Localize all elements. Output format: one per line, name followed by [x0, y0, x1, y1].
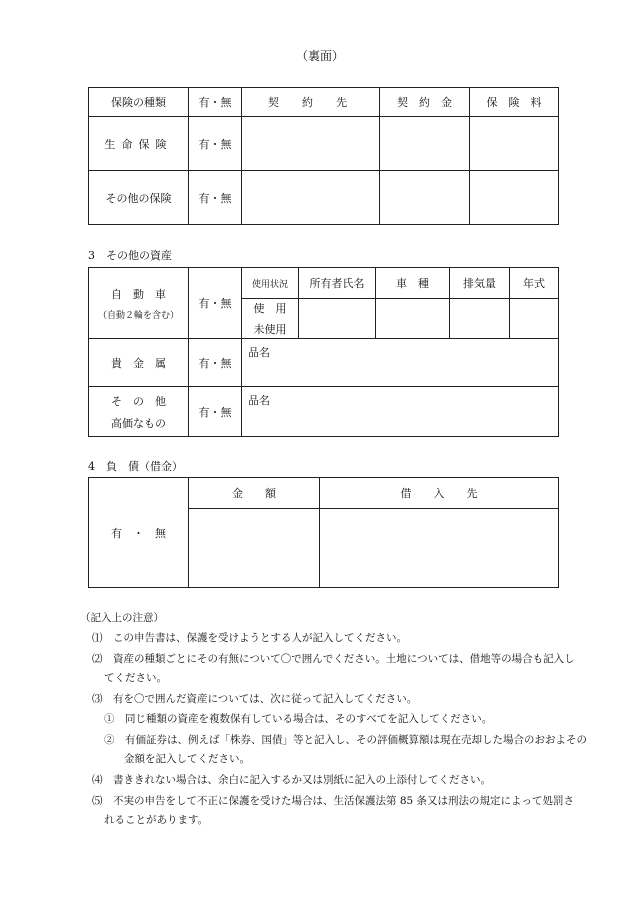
insurance-contractor-life[interactable] [242, 117, 380, 171]
car-owner-value[interactable] [299, 299, 376, 339]
metal-item-label: 品名 [248, 346, 270, 359]
car-header-displacement: 排気量 [450, 268, 510, 299]
notes-title: （記入上の注意） [80, 612, 164, 624]
other-item-cell[interactable] [242, 387, 559, 437]
car-usage-used[interactable]: 使 用 [253, 302, 287, 315]
insurance-type-other: その他の保険 [89, 171, 189, 225]
car-usage-cell [242, 299, 299, 339]
note-2-line1: ⑵ 資産の種類ごとにその有無について〇で囲んでください。土地については、借地等の場合も記入し [92, 653, 575, 665]
insurance-premium-life[interactable] [470, 117, 559, 171]
note-4: ⑷ 書ききれない場合は、余白に記入するか又は別紙に記入の上添付してください。 [92, 774, 491, 786]
insurance-amount-other[interactable] [380, 171, 470, 225]
assets-table [88, 267, 559, 437]
table-row [89, 171, 559, 225]
car-yesno[interactable]: 有・無 [189, 268, 242, 339]
other-label-line1: そ の 他 [111, 394, 166, 408]
car-year-value[interactable] [510, 299, 559, 339]
table-row [89, 339, 559, 387]
insurance-premium-other[interactable] [470, 171, 559, 225]
debt-header-amount: 金 額 [189, 478, 320, 509]
car-model-value[interactable] [376, 299, 450, 339]
metal-label: 貴 金 属 [89, 339, 189, 387]
insurance-header-amount: 契 約 金 [380, 88, 470, 117]
car-usage-unused[interactable]: 未使用 [253, 323, 287, 336]
car-sublabel: （自動２輪を含む） [97, 310, 179, 321]
table-row [89, 117, 559, 171]
insurance-contractor-other[interactable] [242, 171, 380, 225]
other-label-cell [89, 387, 189, 437]
insurance-table [88, 87, 559, 225]
note-3: ⑶ 有を〇で囲んだ資産については、次に従って記入してください。 [92, 693, 418, 705]
debt-section-title: 4 負 債（借金） [88, 460, 183, 473]
debt-lender-value[interactable] [320, 509, 559, 588]
note-2-line2: てください。 [104, 672, 167, 684]
car-header-usage: 使用状況 [242, 268, 299, 299]
car-header-year: 年式 [510, 268, 559, 299]
assets-section-title: 3 その他の資産 [88, 249, 172, 262]
debt-table [88, 477, 559, 588]
metal-yesno[interactable]: 有・無 [189, 339, 242, 387]
note-5-line1: ⑸ 不実の申告をして不正に保護を受けた場合は、生活保護法第 85 条又は刑法の規定によって処罰さ [92, 795, 575, 807]
car-label: 自 動 車 [111, 287, 166, 301]
page-title: （裏面） [296, 49, 345, 63]
insurance-yesno-other[interactable]: 有・無 [189, 171, 242, 225]
insurance-header-contractor: 契 約 先 [242, 88, 380, 117]
debt-yesno[interactable]: 有 ・ 無 [89, 478, 189, 588]
note-5-line2: れることがあります。 [104, 814, 209, 826]
table-row [89, 387, 559, 437]
insurance-header-premium: 保 険 料 [470, 88, 559, 117]
insurance-type-life: 生命保険 [89, 117, 189, 171]
other-yesno[interactable]: 有・無 [189, 387, 242, 437]
insurance-yesno-life[interactable]: 有・無 [189, 117, 242, 171]
note-1: ⑴ この申告書は、保護を受けようとする人が記入してください。 [92, 632, 407, 644]
debt-amount-value[interactable] [189, 509, 320, 588]
metal-item-cell[interactable] [242, 339, 559, 387]
car-header-model: 車 種 [376, 268, 450, 299]
other-item-label: 品名 [248, 394, 270, 407]
other-label-line2: 高価なもの [111, 416, 166, 430]
car-displacement-value[interactable] [450, 299, 510, 339]
note-3-2-line1: ② 有価証券は、例えば「株券、国債」等と記入し、その評価概算額は現在売却した場合のおおよその [104, 734, 587, 746]
insurance-amount-life[interactable] [380, 117, 470, 171]
car-header-owner: 所有者氏名 [299, 268, 376, 299]
note-3-1: ① 同じ種類の資産を複数保有している場合は、そのすべてを記入してください。 [104, 713, 493, 725]
car-label-cell [89, 268, 189, 339]
insurance-header-type: 保険の種類 [89, 88, 189, 117]
note-3-2-line2: 金額を記入してください。 [124, 753, 250, 765]
debt-header-lender: 借 入 先 [320, 478, 559, 509]
insurance-header-yesno: 有・無 [189, 88, 242, 117]
